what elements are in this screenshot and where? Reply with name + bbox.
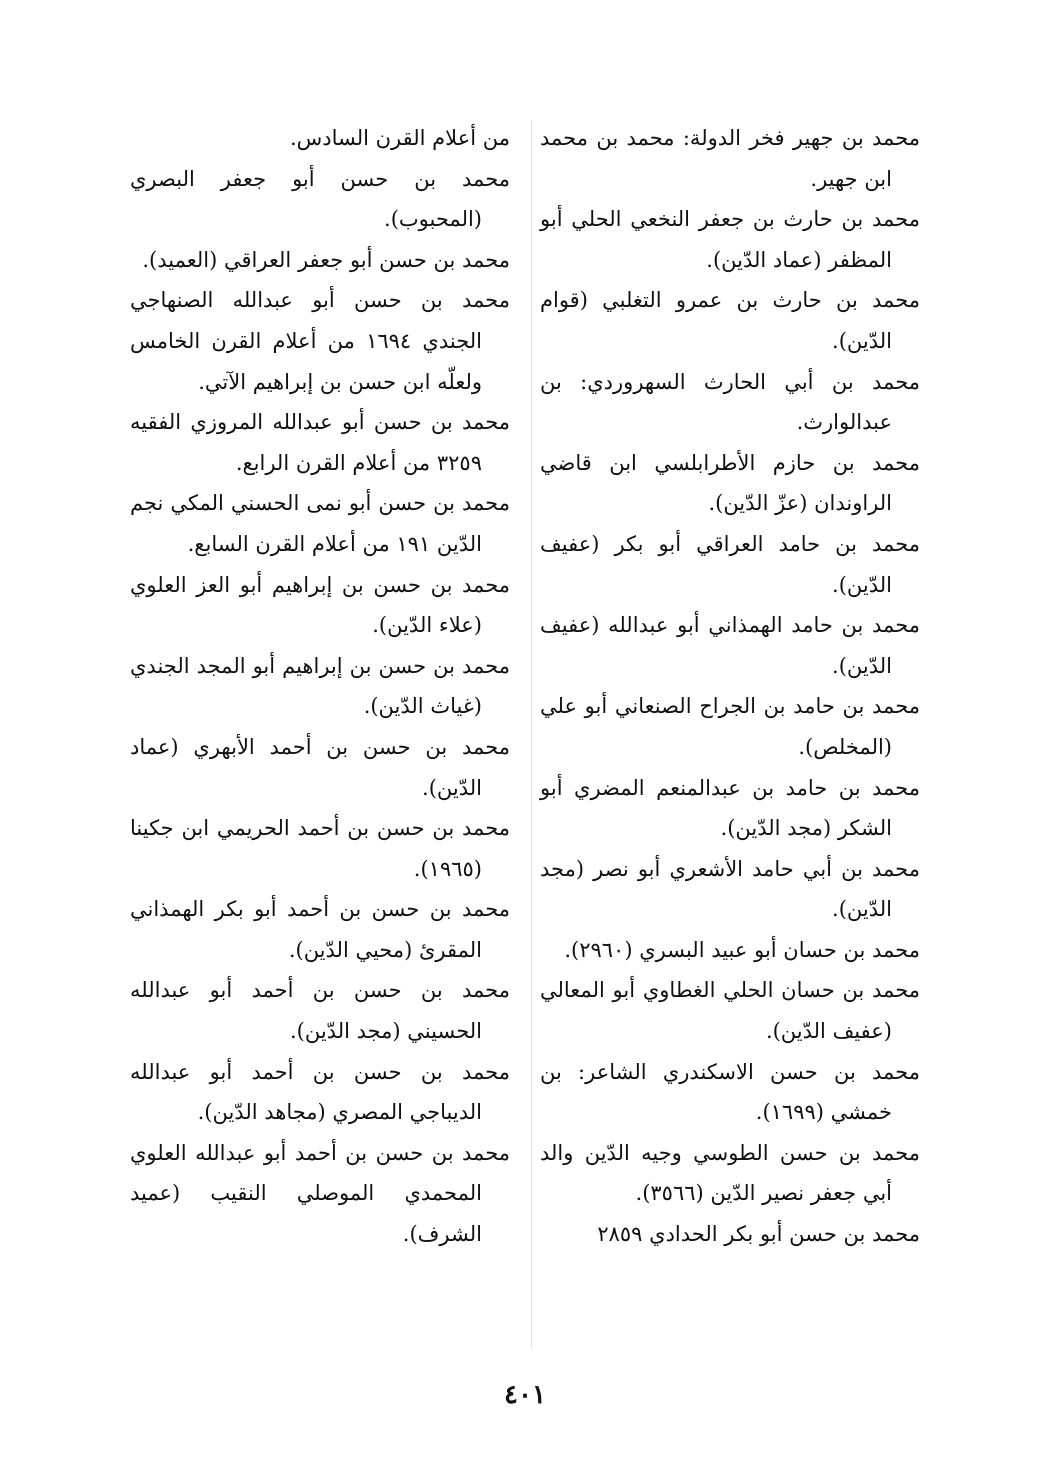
list-item: محمد بن أبي الحارث السهروردي: بن عبدالوارث. [540,369,920,435]
page-number: ٤٠١ [504,1380,546,1410]
list-item: محمد بن حسان أبو عبيد البسري (٢٩٦٠). [564,937,920,962]
list-item: محمد بن حسن الاسكندري الشاعر: بن خمشي (١٦٩٩). [540,1059,920,1125]
list-item: محمد بن حامد بن عبدالمنعم المضري أبو الشكر (مجد الدّين). [540,775,920,841]
list-item: محمد بن حسن بن أحمد أبو بكر الهمذاني المقرئ (محيي الدّين). [130,897,510,962]
list-item: محمد بن حسن بن أحمد أبو عبدالله الديباجي المصري (مجاهد الدّين). [130,1059,510,1125]
list-item: محمد بن حسن بن أحمد الحريمي ابن جكينا (١٩٦٥). [130,816,510,881]
list-item: محمد بن أبي حامد الأشعري أبو نصر (مجد الدّين). [540,856,920,922]
list-item: محمد بن حسن أبو نمى الحسني المكي نجم الدّين ١٩١ من أعلام القرن السابع. [130,491,510,556]
list-item: محمد بن حسن بن أحمد أبو عبدالله الحسيني (مجد الدّين). [130,978,510,1044]
list-item: محمد بن حسن بن أحمد الأبهري (عماد الدّين). [130,734,510,800]
list-item: محمد بن حسن الطوسي وجيه الدّين والد أبي جعفر نصير الدّين (٣٥٦٦). [540,1140,920,1206]
list-item: محمد بن حسن بن إبراهيم أبو العز العلوي (علاء الدّين). [130,572,510,638]
column-divider [531,120,532,1350]
list-item: محمد بن حسن أبو جعفر العراقي (العميد). [142,247,510,272]
list-item: محمد بن حامد الهمذاني أبو عبدالله (عفيف الدّين). [540,613,920,678]
left-column [130,118,510,1255]
list-item: محمد بن حامد العراقي أبو بكر (عفيف الدّين). [540,531,920,597]
right-column [540,118,920,1255]
list-item: محمد بن حسن أبو بكر الحدادي ٢٨٥٩ [597,1222,920,1247]
list-item: من أعلام القرن السادس. [289,126,510,150]
list-item: محمد بن حارث بن عمرو التغلبي (قوام الدّين). [540,288,920,353]
list-item: محمد بن حسن أبو عبدالله المروزي الفقيه ٣٢٥٩ من أعلام القرن الرابع. [130,410,510,475]
list-item: محمد بن حازم الأطرابلسي ابن قاضي الراوندان (عزّ الدّين). [540,450,920,516]
list-item: محمد بن حارث بن جعفر النخعي الحلي أبو المظفر (عماد الدّين). [540,207,920,272]
list-item: محمد بن حسان الحلي الغطاوي أبو المعالي (عفيف الدّين). [540,978,920,1044]
list-item: محمد بن جهير فخر الدولة: محمد بن محمد ابن جهير. [540,126,920,191]
list-item: محمد بن حسن بن أحمد أبو عبدالله العلوي المحمدي الموصلي النقيب (عميد الشرف). [130,1140,510,1247]
list-item: محمد بن حسن أبو جعفر البصري (المحبوب). [130,166,510,232]
list-item: محمد بن حسن بن إبراهيم أبو المجد الجندي (غياث الدّين). [130,653,510,719]
list-item: محمد بن حسن أبو عبدالله الصنهاجي الجندي ١٦٩٤ من أعلام القرن الخامس ولعلّه ابن حسن بن إبراهيم الآتي. [130,288,510,394]
list-item: محمد بن حامد بن الجراح الصنعاني أبو علي (المخلص). [540,694,920,759]
